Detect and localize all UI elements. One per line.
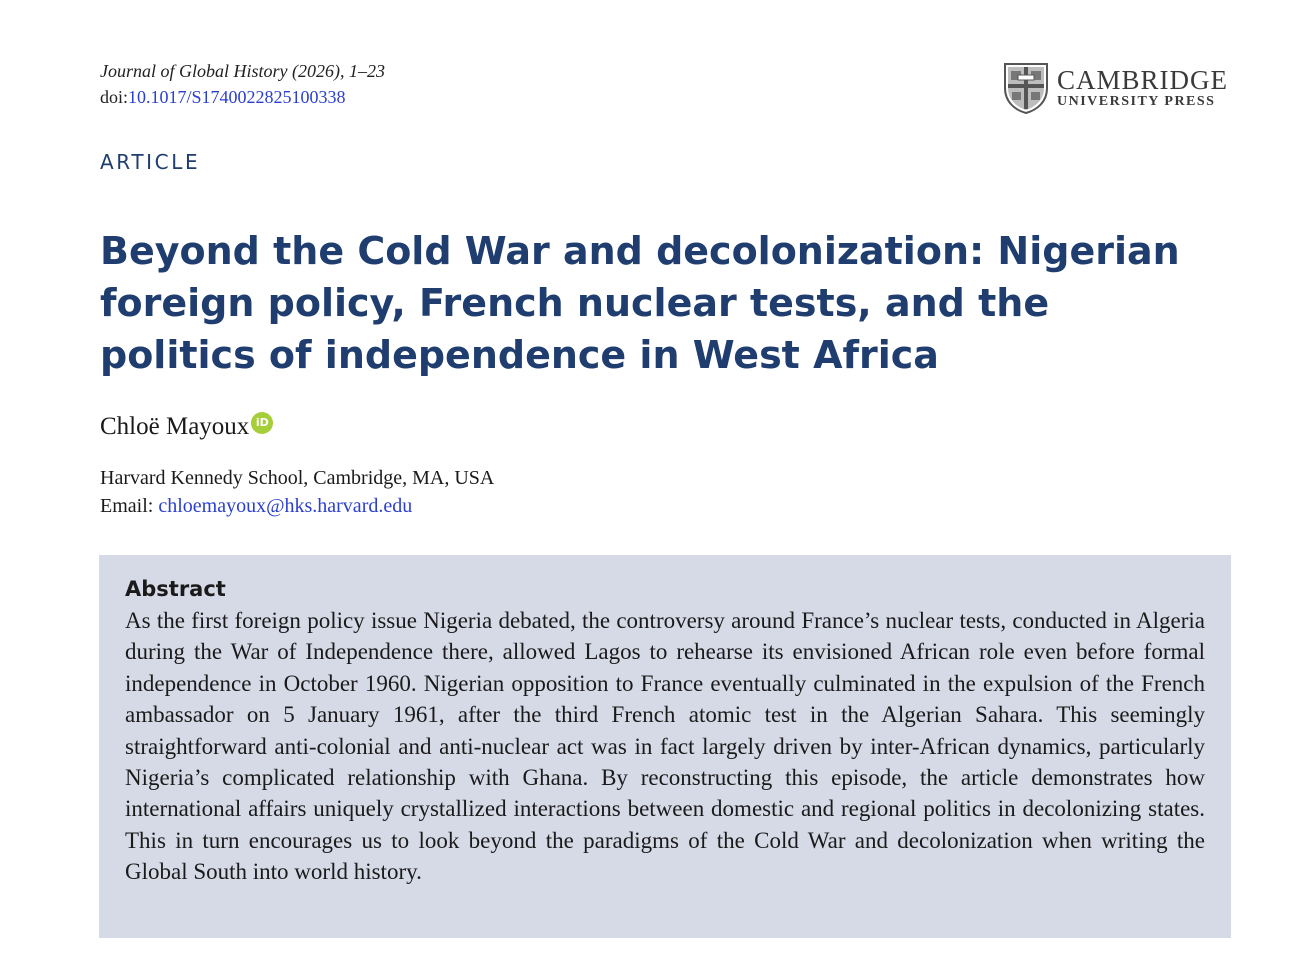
email-label: Email: [100,495,154,517]
author-affiliation: Harvard Kennedy School, Cambridge, MA, USA [100,467,495,489]
article-title: Beyond the Cold War and decolonization: Nigerian foreign policy, French nuclear tests, and the politics of independence in West Africa [100,229,1180,377]
publisher-subtitle: UNIVERSITY PRESS [1057,94,1216,109]
email-line [100,492,412,520]
abstract-box [99,555,1231,938]
doi-link[interactable]: 10.1017/S1740022825100338 [128,87,346,107]
publisher-name: CAMBRIDGE [1057,65,1229,95]
orcid-icon[interactable]: iD [251,412,273,434]
publisher-text [1057,66,1228,110]
doi-line [100,85,346,109]
email-link[interactable]: chloemayoux@hks.harvard.edu [158,495,413,517]
abstract-heading: Abstract [125,577,226,601]
publisher-logo [1003,62,1228,114]
cambridge-crest-icon [1003,62,1049,114]
author-line [100,411,273,443]
abstract-text: As the first foreign policy issue Nigeria debated, the controversy around France’s nuclear tests, conducted in Algeria during the War of Independence there, allowed Lagos to rehearse its envisioned African role even before formal independence in October 1960. Nigerian opposition to France eventually culminated in the expulsion of the French ambassador on 5 January 1961, after the third French atomic test in the Algerian Sahara. This seemingly straightforward anti-colonial and anti-nuclear act was in fact largely driven by inter-African dynamics, particularly Nigeria’s complicated relationship with Ghana. By reconstructing this episode, the article demonstrates how international affairs uniquely crystallized interactions between domestic and regional politics in decolonizing states. This in turn encourages us to look beyond the paradigms of the Cold War and decolonization when writing the Global South into world history. [125,608,1205,885]
author-name: Chloë Mayoux [100,413,250,440]
journal-citation: Journal of Global History (2026), 1–23 [100,61,385,81]
doi-prefix: doi: [100,87,129,107]
article-type-label: ARTICLE [100,150,201,174]
